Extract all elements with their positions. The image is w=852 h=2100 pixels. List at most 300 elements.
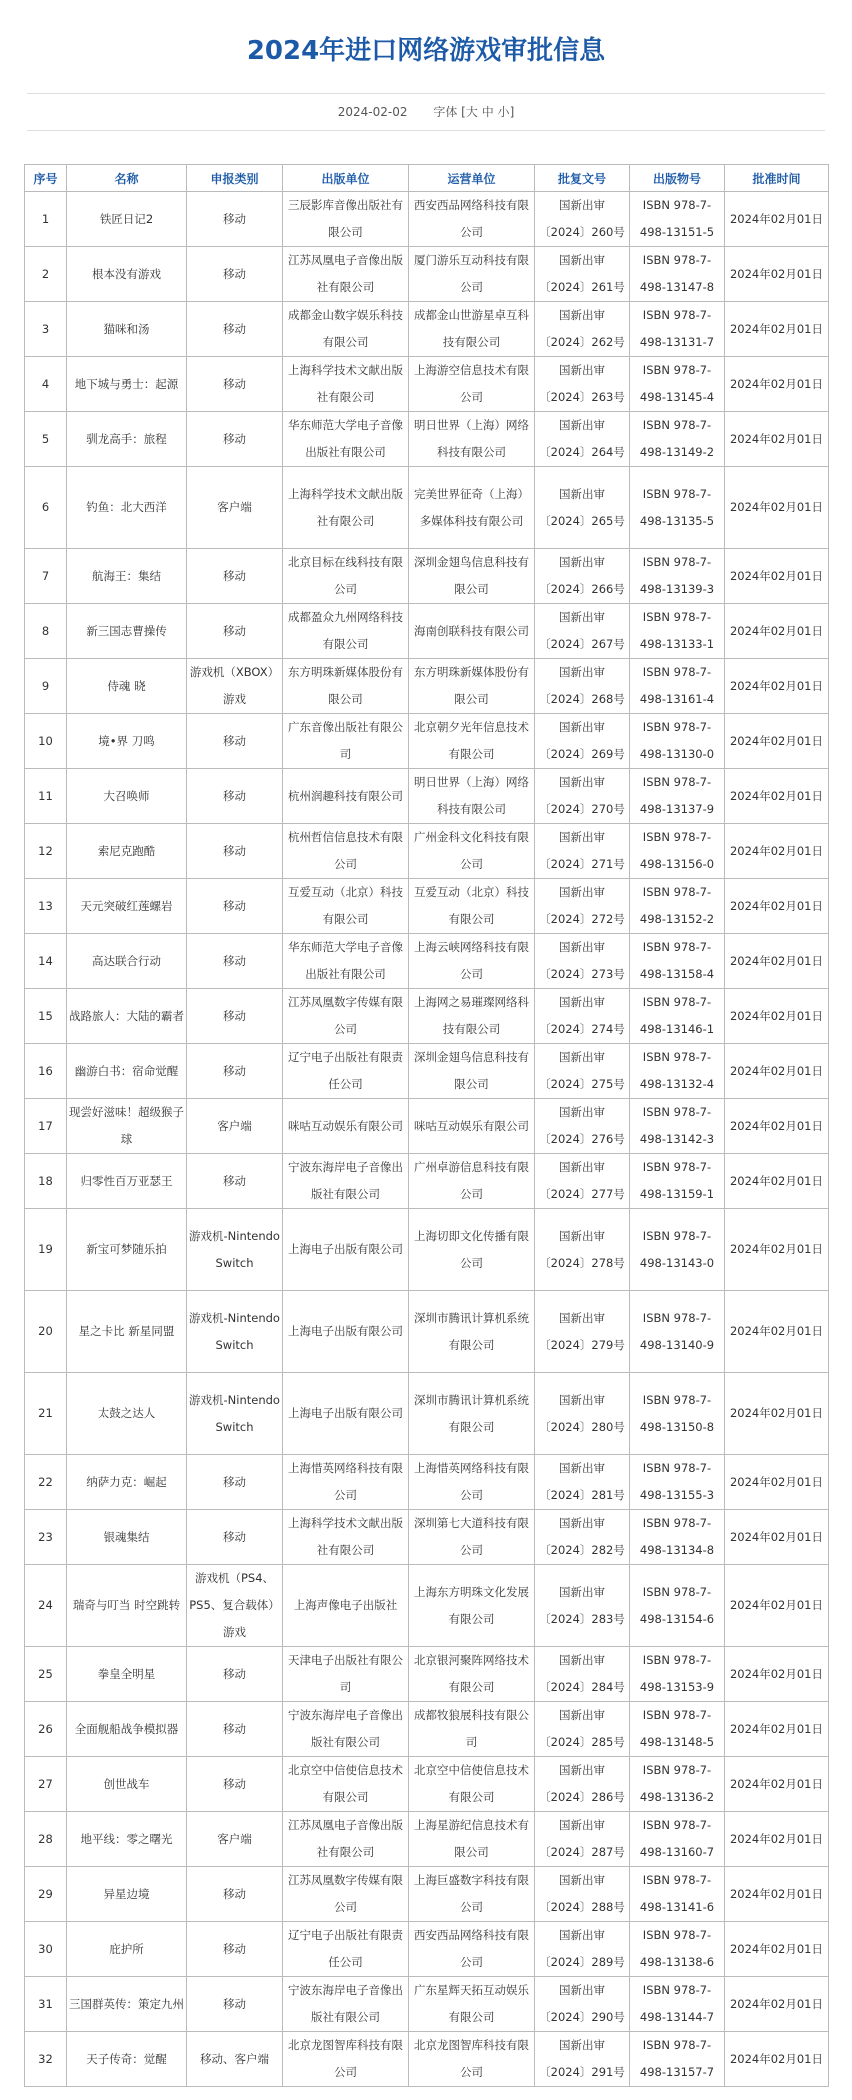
cell-type: 移动 bbox=[187, 1510, 283, 1565]
cell-operator: 上海切即文化传播有限公司 bbox=[409, 1209, 535, 1291]
cell-approval-number: 国新出审〔2024〕291号 bbox=[535, 2032, 630, 2087]
table-row bbox=[25, 1291, 829, 1373]
cell-operator: 上海星游纪信息技术有限公司 bbox=[409, 1812, 535, 1867]
cell-name: 境•界 刀鸣 bbox=[67, 714, 187, 769]
cell-type: 移动 bbox=[187, 412, 283, 467]
page-title: 2024年进口网络游戏审批信息 bbox=[246, 36, 606, 66]
cell-type: 移动 bbox=[187, 247, 283, 302]
cell-publisher: 江苏凤凰电子音像出版社有限公司 bbox=[283, 247, 409, 302]
cell-no: 12 bbox=[25, 824, 67, 879]
cell-approval-number: 国新出审〔2024〕290号 bbox=[535, 1977, 630, 2032]
table-header-row bbox=[25, 165, 829, 192]
cell-name: 幽游白书：宿命觉醒 bbox=[67, 1044, 187, 1099]
cell-name: 猫咪和汤 bbox=[67, 302, 187, 357]
cell-operator: 上海东方明珠文化发展有限公司 bbox=[409, 1565, 535, 1647]
cell-approval-number: 国新出审〔2024〕281号 bbox=[535, 1455, 630, 1510]
table-row bbox=[25, 1757, 829, 1812]
table-row bbox=[25, 1647, 829, 1702]
cell-no: 23 bbox=[25, 1510, 67, 1565]
cell-approval-number: 国新出审〔2024〕261号 bbox=[535, 247, 630, 302]
cell-operator: 北京空中信使信息技术有限公司 bbox=[409, 1757, 535, 1812]
cell-isbn: ISBN 978-7-498-13154-6 bbox=[630, 1565, 725, 1647]
cell-approval-date: 2024年02月01日 bbox=[725, 192, 829, 247]
table-row bbox=[25, 879, 829, 934]
cell-name: 银魂集结 bbox=[67, 1510, 187, 1565]
cell-isbn: ISBN 978-7-498-13156-0 bbox=[630, 824, 725, 879]
cell-no: 25 bbox=[25, 1647, 67, 1702]
font-size-close-bracket: ] bbox=[509, 105, 515, 119]
cell-approval-number: 国新出审〔2024〕274号 bbox=[535, 989, 630, 1044]
cell-publisher: 上海电子出版有限公司 bbox=[283, 1209, 409, 1291]
cell-publisher: 北京空中信使信息技术有限公司 bbox=[283, 1757, 409, 1812]
cell-name: 创世战车 bbox=[67, 1757, 187, 1812]
cell-no: 28 bbox=[25, 1812, 67, 1867]
cell-approval-date: 2024年02月01日 bbox=[725, 1510, 829, 1565]
cell-operator: 深圳市腾讯计算机系统有限公司 bbox=[409, 1291, 535, 1373]
cell-isbn: ISBN 978-7-498-13147-8 bbox=[630, 247, 725, 302]
header-approval-number: 批复文号 bbox=[535, 165, 630, 192]
cell-operator: 深圳市腾讯计算机系统有限公司 bbox=[409, 1373, 535, 1455]
table-row bbox=[25, 659, 829, 714]
cell-no: 10 bbox=[25, 714, 67, 769]
cell-isbn: ISBN 978-7-498-13133-1 bbox=[630, 604, 725, 659]
cell-type: 移动 bbox=[187, 989, 283, 1044]
cell-publisher: 上海电子出版有限公司 bbox=[283, 1291, 409, 1373]
cell-operator: 深圳金翅鸟信息科技有限公司 bbox=[409, 549, 535, 604]
cell-approval-date: 2024年02月01日 bbox=[725, 357, 829, 412]
cell-name: 新三国志曹操传 bbox=[67, 604, 187, 659]
table-row bbox=[25, 1373, 829, 1455]
cell-publisher: 咪咕互动娱乐有限公司 bbox=[283, 1099, 409, 1154]
cell-type: 移动 bbox=[187, 1867, 283, 1922]
cell-publisher: 三辰影库音像出版社有限公司 bbox=[283, 192, 409, 247]
cell-approval-number: 国新出审〔2024〕282号 bbox=[535, 1510, 630, 1565]
cell-approval-number: 国新出审〔2024〕260号 bbox=[535, 192, 630, 247]
cell-name: 大召唤师 bbox=[67, 769, 187, 824]
cell-approval-number: 国新出审〔2024〕267号 bbox=[535, 604, 630, 659]
cell-approval-number: 国新出审〔2024〕285号 bbox=[535, 1702, 630, 1757]
header-isbn: 出版物号 bbox=[630, 165, 725, 192]
cell-type: 移动 bbox=[187, 879, 283, 934]
table-row bbox=[25, 1510, 829, 1565]
cell-name: 归零性百万亚瑟王 bbox=[67, 1154, 187, 1209]
cell-isbn: ISBN 978-7-498-13144-7 bbox=[630, 1977, 725, 2032]
cell-operator: 西安西品网络科技有限公司 bbox=[409, 192, 535, 247]
table-row bbox=[25, 357, 829, 412]
cell-publisher: 上海声像电子出版社 bbox=[283, 1565, 409, 1647]
cell-approval-date: 2024年02月01日 bbox=[725, 824, 829, 879]
cell-name: 庇护所 bbox=[67, 1922, 187, 1977]
cell-operator: 上海巨盛数字科技有限公司 bbox=[409, 1867, 535, 1922]
table-row bbox=[25, 1099, 829, 1154]
cell-publisher: 杭州润趣科技有限公司 bbox=[283, 769, 409, 824]
cell-name: 新宝可梦随乐拍 bbox=[67, 1209, 187, 1291]
cell-no: 29 bbox=[25, 1867, 67, 1922]
cell-isbn: ISBN 978-7-498-13131-7 bbox=[630, 302, 725, 357]
cell-approval-date: 2024年02月01日 bbox=[725, 714, 829, 769]
cell-name: 航海王：集结 bbox=[67, 549, 187, 604]
header-name: 名称 bbox=[67, 165, 187, 192]
font-size-label: 字体 bbox=[433, 105, 458, 119]
approval-table bbox=[24, 164, 829, 2087]
cell-approval-number: 国新出审〔2024〕270号 bbox=[535, 769, 630, 824]
cell-publisher: 成都金山数字娱乐科技有限公司 bbox=[283, 302, 409, 357]
cell-no: 14 bbox=[25, 934, 67, 989]
cell-approval-number: 国新出审〔2024〕262号 bbox=[535, 302, 630, 357]
cell-no: 16 bbox=[25, 1044, 67, 1099]
cell-approval-date: 2024年02月01日 bbox=[725, 467, 829, 549]
cell-name: 驯龙高手：旅程 bbox=[67, 412, 187, 467]
cell-approval-number: 国新出审〔2024〕289号 bbox=[535, 1922, 630, 1977]
header-approval-date: 批准时间 bbox=[725, 165, 829, 192]
cell-approval-date: 2024年02月01日 bbox=[725, 934, 829, 989]
cell-approval-number: 国新出审〔2024〕284号 bbox=[535, 1647, 630, 1702]
cell-no: 22 bbox=[25, 1455, 67, 1510]
table-row bbox=[25, 1702, 829, 1757]
cell-isbn: ISBN 978-7-498-13130-0 bbox=[630, 714, 725, 769]
cell-type: 移动 bbox=[187, 604, 283, 659]
cell-approval-number: 国新出审〔2024〕265号 bbox=[535, 467, 630, 549]
cell-operator: 北京龙图智库科技有限公司 bbox=[409, 2032, 535, 2087]
cell-name: 侍魂 晓 bbox=[67, 659, 187, 714]
cell-isbn: ISBN 978-7-498-13136-2 bbox=[630, 1757, 725, 1812]
publish-date: 2024-02-02 bbox=[337, 105, 408, 119]
font-size-medium-link[interactable]: 中 bbox=[481, 105, 494, 119]
table-row bbox=[25, 1154, 829, 1209]
cell-approval-number: 国新出审〔2024〕278号 bbox=[535, 1209, 630, 1291]
header-type: 申报类别 bbox=[187, 165, 283, 192]
cell-isbn: ISBN 978-7-498-13145-4 bbox=[630, 357, 725, 412]
cell-name: 天子传奇：觉醒 bbox=[67, 2032, 187, 2087]
cell-no: 3 bbox=[25, 302, 67, 357]
cell-name: 星之卡比 新星同盟 bbox=[67, 1291, 187, 1373]
cell-approval-date: 2024年02月01日 bbox=[725, 989, 829, 1044]
cell-no: 2 bbox=[25, 247, 67, 302]
cell-approval-date: 2024年02月01日 bbox=[725, 2032, 829, 2087]
font-size-open-bracket: [ bbox=[461, 105, 466, 119]
cell-no: 30 bbox=[25, 1922, 67, 1977]
table-row bbox=[25, 549, 829, 604]
cell-approval-number: 国新出审〔2024〕272号 bbox=[535, 879, 630, 934]
cell-isbn: ISBN 978-7-498-13150-8 bbox=[630, 1373, 725, 1455]
cell-type: 游戏机-Nintendo Switch bbox=[187, 1291, 283, 1373]
cell-type: 移动 bbox=[187, 1154, 283, 1209]
cell-type: 游戏机（PS4、PS5、复合载体）游戏 bbox=[187, 1565, 283, 1647]
cell-publisher: 东方明珠新媒体股份有限公司 bbox=[283, 659, 409, 714]
cell-name: 瑞奇与叮当 时空跳转 bbox=[67, 1565, 187, 1647]
cell-no: 18 bbox=[25, 1154, 67, 1209]
cell-approval-number: 国新出审〔2024〕268号 bbox=[535, 659, 630, 714]
cell-publisher: 辽宁电子出版社有限责任公司 bbox=[283, 1044, 409, 1099]
cell-approval-date: 2024年02月01日 bbox=[725, 549, 829, 604]
cell-type: 游戏机-Nintendo Switch bbox=[187, 1209, 283, 1291]
cell-operator: 北京银河聚阵网络技术有限公司 bbox=[409, 1647, 535, 1702]
cell-operator: 广东星辉天拓互动娱乐有限公司 bbox=[409, 1977, 535, 2032]
cell-approval-number: 国新出审〔2024〕279号 bbox=[535, 1291, 630, 1373]
cell-approval-date: 2024年02月01日 bbox=[725, 1647, 829, 1702]
cell-no: 24 bbox=[25, 1565, 67, 1647]
cell-name: 三国群英传：策定九州 bbox=[67, 1977, 187, 2032]
cell-approval-number: 国新出审〔2024〕283号 bbox=[535, 1565, 630, 1647]
cell-type: 游戏机（XBOX）游戏 bbox=[187, 659, 283, 714]
cell-approval-number: 国新出审〔2024〕264号 bbox=[535, 412, 630, 467]
cell-publisher: 江苏凤凰电子音像出版社有限公司 bbox=[283, 1812, 409, 1867]
cell-approval-number: 国新出审〔2024〕271号 bbox=[535, 824, 630, 879]
cell-approval-date: 2024年02月01日 bbox=[725, 1565, 829, 1647]
cell-no: 6 bbox=[25, 467, 67, 549]
cell-name: 战路旅人：大陆的霸者 bbox=[67, 989, 187, 1044]
cell-name: 拳皇全明星 bbox=[67, 1647, 187, 1702]
cell-no: 11 bbox=[25, 769, 67, 824]
cell-operator: 西安西品网络科技有限公司 bbox=[409, 1922, 535, 1977]
cell-no: 27 bbox=[25, 1757, 67, 1812]
cell-approval-number: 国新出审〔2024〕263号 bbox=[535, 357, 630, 412]
cell-approval-number: 国新出审〔2024〕275号 bbox=[535, 1044, 630, 1099]
font-size-large-link[interactable]: 大 bbox=[465, 105, 478, 119]
cell-type: 移动、客户端 bbox=[187, 2032, 283, 2087]
cell-isbn: ISBN 978-7-498-13148-5 bbox=[630, 1702, 725, 1757]
cell-operator: 完美世界征奇（上海）多媒体科技有限公司 bbox=[409, 467, 535, 549]
cell-publisher: 华东师范大学电子音像出版社有限公司 bbox=[283, 412, 409, 467]
cell-isbn: ISBN 978-7-498-13157-7 bbox=[630, 2032, 725, 2087]
header-no: 序号 bbox=[25, 165, 67, 192]
cell-no: 26 bbox=[25, 1702, 67, 1757]
table-row bbox=[25, 604, 829, 659]
cell-publisher: 杭州哲信信息技术有限公司 bbox=[283, 824, 409, 879]
cell-approval-date: 2024年02月01日 bbox=[725, 1209, 829, 1291]
table-row bbox=[25, 302, 829, 357]
table-row bbox=[25, 1922, 829, 1977]
cell-publisher: 上海惜英网络科技有限公司 bbox=[283, 1455, 409, 1510]
table-row bbox=[25, 247, 829, 302]
cell-type: 移动 bbox=[187, 934, 283, 989]
cell-operator: 上海惜英网络科技有限公司 bbox=[409, 1455, 535, 1510]
cell-isbn: ISBN 978-7-498-13153-9 bbox=[630, 1647, 725, 1702]
cell-type: 移动 bbox=[187, 357, 283, 412]
cell-no: 13 bbox=[25, 879, 67, 934]
table-row bbox=[25, 1455, 829, 1510]
cell-approval-date: 2024年02月01日 bbox=[725, 412, 829, 467]
cell-no: 5 bbox=[25, 412, 67, 467]
cell-approval-number: 国新出审〔2024〕273号 bbox=[535, 934, 630, 989]
table-row bbox=[25, 1565, 829, 1647]
cell-type: 移动 bbox=[187, 1455, 283, 1510]
cell-no: 4 bbox=[25, 357, 67, 412]
table-row bbox=[25, 1867, 829, 1922]
cell-name: 天元突破红莲螺岩 bbox=[67, 879, 187, 934]
cell-approval-date: 2024年02月01日 bbox=[725, 1455, 829, 1510]
cell-operator: 深圳第七大道科技有限公司 bbox=[409, 1510, 535, 1565]
cell-approval-number: 国新出审〔2024〕277号 bbox=[535, 1154, 630, 1209]
cell-no: 7 bbox=[25, 549, 67, 604]
cell-type: 移动 bbox=[187, 302, 283, 357]
cell-operator: 东方明珠新媒体股份有限公司 bbox=[409, 659, 535, 714]
cell-operator: 北京朝夕光年信息技术有限公司 bbox=[409, 714, 535, 769]
table-row bbox=[25, 714, 829, 769]
table-row bbox=[25, 824, 829, 879]
cell-approval-date: 2024年02月01日 bbox=[725, 1154, 829, 1209]
cell-publisher: 北京龙图智库科技有限公司 bbox=[283, 2032, 409, 2087]
cell-type: 移动 bbox=[187, 192, 283, 247]
cell-isbn: ISBN 978-7-498-13140-9 bbox=[630, 1291, 725, 1373]
cell-approval-date: 2024年02月01日 bbox=[725, 1099, 829, 1154]
cell-publisher: 成都盈众九州网络科技有限公司 bbox=[283, 604, 409, 659]
cell-operator: 上海游空信息技术有限公司 bbox=[409, 357, 535, 412]
cell-type: 游戏机-Nintendo Switch bbox=[187, 1373, 283, 1455]
cell-approval-number: 国新出审〔2024〕286号 bbox=[535, 1757, 630, 1812]
cell-no: 9 bbox=[25, 659, 67, 714]
cell-publisher: 江苏凤凰数字传媒有限公司 bbox=[283, 1867, 409, 1922]
cell-operator: 明日世界（上海）网络科技有限公司 bbox=[409, 412, 535, 467]
table-row bbox=[25, 989, 829, 1044]
cell-isbn: ISBN 978-7-498-13132-4 bbox=[630, 1044, 725, 1099]
cell-publisher: 江苏凤凰数字传媒有限公司 bbox=[283, 989, 409, 1044]
cell-no: 1 bbox=[25, 192, 67, 247]
cell-isbn: ISBN 978-7-498-13160-7 bbox=[630, 1812, 725, 1867]
cell-isbn: ISBN 978-7-498-13142-3 bbox=[630, 1099, 725, 1154]
cell-isbn: ISBN 978-7-498-13146-1 bbox=[630, 989, 725, 1044]
cell-operator: 上海云峡网络科技有限公司 bbox=[409, 934, 535, 989]
cell-isbn: ISBN 978-7-498-13152-2 bbox=[630, 879, 725, 934]
table-row bbox=[25, 412, 829, 467]
table-row bbox=[25, 2032, 829, 2087]
cell-operator: 咪咕互动娱乐有限公司 bbox=[409, 1099, 535, 1154]
cell-no: 15 bbox=[25, 989, 67, 1044]
cell-isbn: ISBN 978-7-498-13137-9 bbox=[630, 769, 725, 824]
cell-name: 地下城与勇士：起源 bbox=[67, 357, 187, 412]
cell-operator: 上海网之易璀璨网络科技有限公司 bbox=[409, 989, 535, 1044]
cell-isbn: ISBN 978-7-498-13155-3 bbox=[630, 1455, 725, 1510]
approval-table-container bbox=[24, 164, 828, 2087]
header-operator: 运营单位 bbox=[409, 165, 535, 192]
header-publisher: 出版单位 bbox=[283, 165, 409, 192]
font-size-small-link[interactable]: 小 bbox=[497, 105, 510, 119]
table-row bbox=[25, 934, 829, 989]
cell-approval-number: 国新出审〔2024〕276号 bbox=[535, 1099, 630, 1154]
cell-approval-number: 国新出审〔2024〕288号 bbox=[535, 1867, 630, 1922]
cell-name: 钓鱼：北大西洋 bbox=[67, 467, 187, 549]
cell-approval-date: 2024年02月01日 bbox=[725, 247, 829, 302]
cell-type: 移动 bbox=[187, 824, 283, 879]
cell-type: 客户端 bbox=[187, 1812, 283, 1867]
cell-approval-date: 2024年02月01日 bbox=[725, 1373, 829, 1455]
cell-isbn: ISBN 978-7-498-13135-5 bbox=[630, 467, 725, 549]
cell-operator: 广州金科文化科技有限公司 bbox=[409, 824, 535, 879]
cell-approval-date: 2024年02月01日 bbox=[725, 659, 829, 714]
cell-isbn: ISBN 978-7-498-13143-0 bbox=[630, 1209, 725, 1291]
cell-publisher: 互爱互动（北京）科技有限公司 bbox=[283, 879, 409, 934]
cell-type: 移动 bbox=[187, 1922, 283, 1977]
cell-type: 移动 bbox=[187, 549, 283, 604]
cell-isbn: ISBN 978-7-498-13139-3 bbox=[630, 549, 725, 604]
cell-type: 移动 bbox=[187, 769, 283, 824]
cell-isbn: ISBN 978-7-498-13149-2 bbox=[630, 412, 725, 467]
table-row bbox=[25, 192, 829, 247]
cell-publisher: 辽宁电子出版社有限责任公司 bbox=[283, 1922, 409, 1977]
cell-name: 索尼克跑酷 bbox=[67, 824, 187, 879]
cell-type: 移动 bbox=[187, 714, 283, 769]
cell-type: 移动 bbox=[187, 1702, 283, 1757]
cell-name: 铁匠日记2 bbox=[67, 192, 187, 247]
cell-publisher: 北京目标在线科技有限公司 bbox=[283, 549, 409, 604]
cell-name: 地平线：零之曙光 bbox=[67, 1812, 187, 1867]
cell-publisher: 宁波东海岸电子音像出版社有限公司 bbox=[283, 1154, 409, 1209]
cell-isbn: ISBN 978-7-498-13134-8 bbox=[630, 1510, 725, 1565]
cell-operator: 海南创联科技有限公司 bbox=[409, 604, 535, 659]
cell-type: 客户端 bbox=[187, 467, 283, 549]
cell-name: 纳萨力克：崛起 bbox=[67, 1455, 187, 1510]
table-row bbox=[25, 1209, 829, 1291]
cell-publisher: 宁波东海岸电子音像出版社有限公司 bbox=[283, 1977, 409, 2032]
cell-publisher: 广东音像出版社有限公司 bbox=[283, 714, 409, 769]
cell-approval-date: 2024年02月01日 bbox=[725, 1812, 829, 1867]
cell-publisher: 宁波东海岸电子音像出版社有限公司 bbox=[283, 1702, 409, 1757]
cell-operator: 深圳金翅鸟信息科技有限公司 bbox=[409, 1044, 535, 1099]
cell-approval-date: 2024年02月01日 bbox=[725, 1291, 829, 1373]
cell-no: 19 bbox=[25, 1209, 67, 1291]
cell-isbn: ISBN 978-7-498-13151-5 bbox=[630, 192, 725, 247]
cell-operator: 成都牧狼展科技有限公司 bbox=[409, 1702, 535, 1757]
cell-type: 移动 bbox=[187, 1757, 283, 1812]
cell-approval-date: 2024年02月01日 bbox=[725, 1867, 829, 1922]
cell-operator: 成都金山世游星卓互科技有限公司 bbox=[409, 302, 535, 357]
cell-approval-number: 国新出审〔2024〕269号 bbox=[535, 714, 630, 769]
table-row bbox=[25, 1977, 829, 2032]
cell-publisher: 上海电子出版有限公司 bbox=[283, 1373, 409, 1455]
cell-operator: 广州卓游信息科技有限公司 bbox=[409, 1154, 535, 1209]
cell-approval-date: 2024年02月01日 bbox=[725, 1977, 829, 2032]
cell-type: 客户端 bbox=[187, 1099, 283, 1154]
cell-approval-date: 2024年02月01日 bbox=[725, 1757, 829, 1812]
cell-publisher: 华东师范大学电子音像出版社有限公司 bbox=[283, 934, 409, 989]
cell-approval-number: 国新出审〔2024〕287号 bbox=[535, 1812, 630, 1867]
cell-type: 移动 bbox=[187, 1647, 283, 1702]
cell-no: 8 bbox=[25, 604, 67, 659]
cell-approval-date: 2024年02月01日 bbox=[725, 769, 829, 824]
cell-approval-date: 2024年02月01日 bbox=[725, 302, 829, 357]
cell-approval-date: 2024年02月01日 bbox=[725, 1702, 829, 1757]
cell-publisher: 上海科学技术文献出版社有限公司 bbox=[283, 357, 409, 412]
cell-approval-date: 2024年02月01日 bbox=[725, 604, 829, 659]
table-body bbox=[25, 192, 829, 2087]
cell-publisher: 天津电子出版社有限公司 bbox=[283, 1647, 409, 1702]
cell-publisher: 上海科学技术文献出版社有限公司 bbox=[283, 467, 409, 549]
table-row bbox=[25, 769, 829, 824]
cell-no: 17 bbox=[25, 1099, 67, 1154]
cell-name: 根本没有游戏 bbox=[67, 247, 187, 302]
cell-name: 现尝好滋味！超级猴子球 bbox=[67, 1099, 187, 1154]
cell-publisher: 上海科学技术文献出版社有限公司 bbox=[283, 1510, 409, 1565]
cell-no: 32 bbox=[25, 2032, 67, 2087]
cell-approval-date: 2024年02月01日 bbox=[725, 1922, 829, 1977]
cell-no: 31 bbox=[25, 1977, 67, 2032]
cell-approval-date: 2024年02月01日 bbox=[725, 879, 829, 934]
cell-operator: 厦门游乐互动科技有限公司 bbox=[409, 247, 535, 302]
cell-type: 移动 bbox=[187, 1044, 283, 1099]
cell-name: 全面舰船战争模拟器 bbox=[67, 1702, 187, 1757]
cell-isbn: ISBN 978-7-498-13141-6 bbox=[630, 1867, 725, 1922]
cell-approval-date: 2024年02月01日 bbox=[725, 1044, 829, 1099]
cell-no: 20 bbox=[25, 1291, 67, 1373]
cell-type: 移动 bbox=[187, 1977, 283, 2032]
cell-name: 异星边境 bbox=[67, 1867, 187, 1922]
cell-name: 高达联合行动 bbox=[67, 934, 187, 989]
article-meta bbox=[27, 93, 825, 131]
cell-name: 太鼓之达人 bbox=[67, 1373, 187, 1455]
cell-no: 21 bbox=[25, 1373, 67, 1455]
table-row bbox=[25, 1812, 829, 1867]
cell-approval-number: 国新出审〔2024〕266号 bbox=[535, 549, 630, 604]
